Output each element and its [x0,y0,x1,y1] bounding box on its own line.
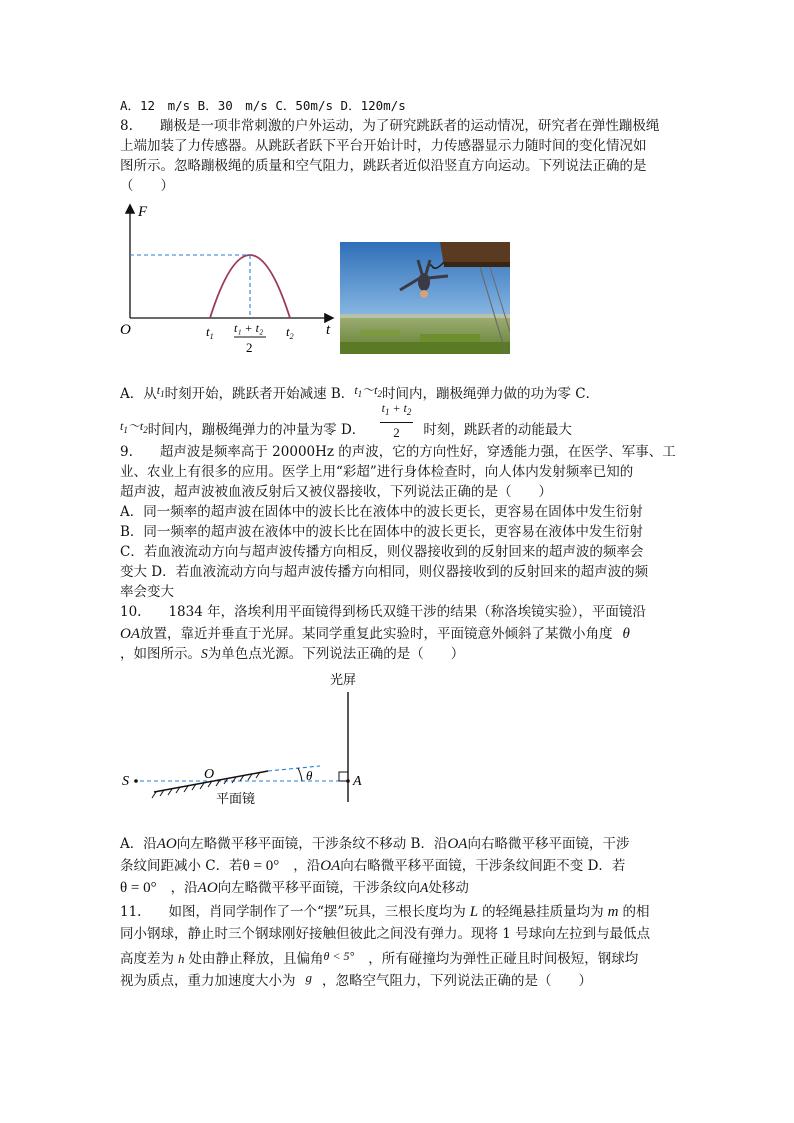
q10-options-line1 [120,834,629,854]
q10-stem-line3-a: ，如图所示。 [120,646,201,662]
q11-m-symbol: m [607,904,619,920]
q9-option-a: A．同一频率的超声波在固体中的波长比在液体中的波长更长，更容易在固体中发生衍射 [120,504,643,520]
bungee-photo [340,242,510,354]
q11-l1b: 的轻绳悬挂质量均为 [482,904,604,920]
q10-theta-symbol: θ [622,626,630,642]
q10-opt-d-end: 处移动 [428,880,469,896]
q10-opt-a-rest: 向左略微平移平面镜，干涉条纹不移动 B．沿 [176,836,448,852]
q10-oa-symbol-c: OA [320,858,341,874]
q10-ao-symbol: AO [156,836,177,852]
q10-theta-zero-d: θ = 0° [120,880,157,896]
q8-t1-symbol: $t_1$ [156,383,165,399]
q8-c-interval: $t_1\sim t_2$ [120,419,148,435]
q11-l4b: ，忽略空气阻力，下列说法正确的是（ ） [322,973,592,989]
q10-opt-d-mid: ，沿 [170,880,198,896]
mirror-label: 平面镜 [216,791,256,806]
theta-label: θ [306,768,313,783]
q8-option-d-rest: 时刻，跳跃者的动能最大 [423,422,572,438]
q11-l-symbol: L [469,904,479,920]
q9-option-c-line3: 率会变大 [120,584,174,600]
q10-a-symbol-d: A [420,880,429,895]
q11-stem-line1 [120,902,649,922]
q10-stem-line3 [120,644,464,664]
theta-arc [298,768,302,781]
q10-opt-a-prefix: A．沿 [120,836,157,852]
q11-stem-line4 [120,968,592,991]
a-label: A [353,774,362,789]
q9-option-b: B．同一频率的超声波在液体中的波长比在固体中的波长更长，更容易在液体中发生衍射 [120,524,643,540]
q10-opt-b-rest: 向右略微平移平面镜，干涉 [467,836,630,852]
q11-stem-line2: 同小钢球，静止时三个钢球刚好接触但彼此之间没有弹力。现将 1 号球向左拉到与最低点 [120,926,651,942]
q11-h-symbol: h [178,951,185,966]
right-angle-mark [339,772,348,781]
q10-stem-line1: 10. 1834 年，洛埃利用平面镜得到杨氏双缝干涉的结果（称洛埃镜实验），平面镜沿 [120,604,646,620]
q10-opt-c-mid: ，沿 [293,858,321,874]
force-time-graph [120,200,350,360]
graph-origin-label: O [120,322,131,338]
q11-l3a: 高度差为 [120,951,174,967]
o-label: O [204,767,215,782]
q11-l1c: 的相 [622,904,650,920]
q7-options: A．12 m/s B．30 m/s C．50m/s D．120m/s [120,98,406,113]
q9-option-c-line1: C．若血液流动方向与超声波传播方向相反，则仪器接收到的反射回来的超声波的频率会 [120,544,644,560]
q9-option-c-line2: 变大 D．若血液流动方向与超声波传播方向相同，则仪器接收到的反射回来的超声波的频 [120,564,649,580]
q10-options-line3 [120,878,469,898]
graph-mid-denominator: 2 [246,340,253,355]
q10-stem-line2-text: 放置，靠近并垂直于光屏。某同学重复此实验时，平面镜意外倾斜了某微小角度 [140,626,613,642]
q10-stem-line3-c: 为单色点光源。下列说法正确的是（ ） [207,646,465,662]
source-label: S [122,774,129,789]
a-point [346,779,350,783]
q8-d-fraction: $\frac{t_1 + t_2}{2}$ [380,398,414,443]
q11-l1a: 11. 如图，肖同学制作了一个“摆”玩具，三根长度均为 [120,904,466,920]
q10-ao-symbol-d: AO [197,880,218,896]
q8-b-interval: $t_1\sim t_2$ [354,383,382,399]
lloyd-mirror-diagram [120,670,380,820]
q10-options-line2 [120,856,625,876]
source-point [134,779,138,783]
graph-t1-label: $t_1$ [206,324,214,341]
q9-stem-line2: 业、农业上有很多的应用。医学上用“彩超”进行身体检查时，向人体内发射频率已知的 [120,464,634,480]
q10-oa-symbol-b: OA [447,836,468,852]
q11-l3b: 处由静止释放，且偏角 [188,951,324,967]
q11-stem-line3 [120,946,638,969]
q8-option-b-rest: 时间内，蹦极绳弹力做的功为零 C． [382,386,600,402]
q11-l4a: 视为质点，重力加速度大小为 [120,973,296,989]
q9-stem-line1: 9. 超声波是频率高于 20000Hz 的声波，它的方向性好，穿透能力强，在医学、军事、工 [120,444,676,460]
q10-opt-c-rest: 向右略微平移平面镜，干涉条纹间距不变 D．若 [340,858,626,874]
graph-t2-label: $t_2$ [286,324,294,341]
q10-opt-d-rest: 向左略微平移平面镜，干涉条纹向 [217,880,421,896]
q11-l3c: ，所有碰撞均为弹性正碰且时间极短，钢球均 [368,951,639,967]
q8-stem-line1: 8. 蹦极是一项非常刺激的户外运动，为了研究跳跃者的运动情况，研究者在弹性蹦极绳 [120,118,660,134]
q11-g-symbol: g [305,970,312,985]
q11-angle-condition: θ < 5° [323,949,355,963]
q10-opt-b-cont: 条纹间距减小 C．若 [120,858,243,874]
graph-mid-numerator: t₁ + t₂ [234,321,264,335]
q10-theta-zero-c: θ = 0° [242,858,280,874]
q10-s-symbol: S [201,646,208,661]
q8-stem-line3: 图所示。忽略蹦极绳的质量和空气阻力，跳跃者近似沿竖直方向运动。下列说法正确的是 [120,158,647,174]
q10-stem-line2 [120,624,630,644]
graph-x-label: t [326,322,331,338]
q8-option-c-rest: 时间内，蹦极绳弹力的冲量为零 D． [147,422,366,438]
screen-label: 光屏 [330,672,357,687]
graph-y-label: F [138,204,148,220]
q8-stem-line4: （ ） [120,178,174,194]
q8-options-line1 [120,380,599,404]
q9-stem-line3: 超声波，超声波被血液反射后又被仪器接收，下列说法正确的是（ ） [120,484,552,500]
q8-option-a-text: A．从 [120,386,157,402]
q8-stem-line2: 上端加装了力传感器。从跳跃者跃下平台开始计时，力传感器显示力随时间的变化情况如 [120,138,647,154]
q8-option-a-rest: 时刻开始，跳跃者开始减速 B． [164,386,355,402]
q10-oa-symbol: OA [120,626,140,642]
